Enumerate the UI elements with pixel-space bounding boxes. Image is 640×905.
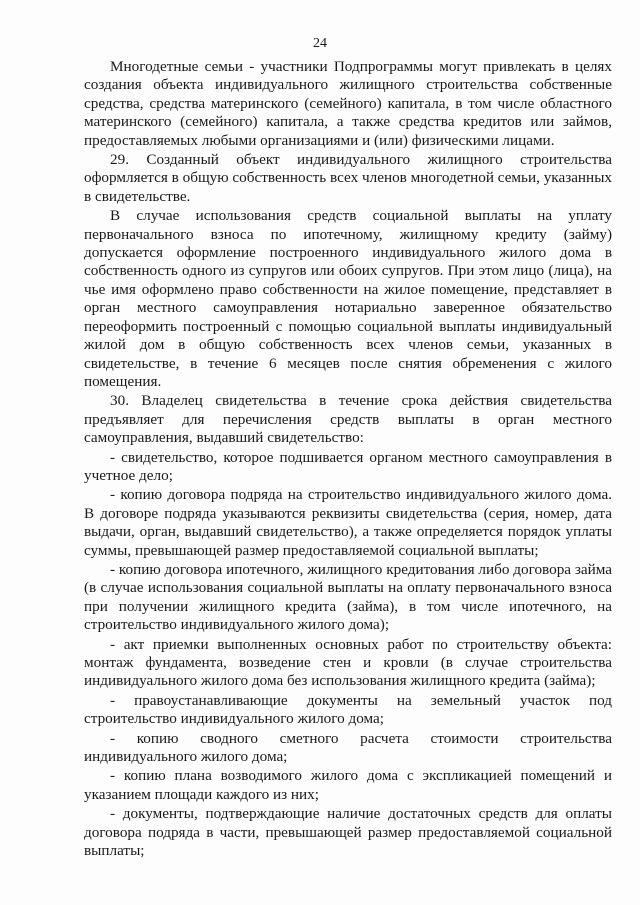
paragraph-funding-sources: Многодетные семьи - участники Подпрограммы могут привлекать в целях создания объекта индивидуального жилищного строительства собственные средства, средства материнского (семейного) капитала, в том числе областного материнского (семейного) капитала, а также средства кредитов или займов, предоставляемых любыми организациями и (или) физическими лицами.: [84, 58, 612, 149]
list-item-land-documents: - правоустанавливающие документы на земельный участок под строительство индивидуального жилого дома;: [84, 691, 612, 728]
paragraph-mortgage-case: В случае использования средств социальной выплаты на уплату первоначального взноса по ипотечному, жилищному кредиту (займу) допускается оформление построенного индивидуального жилого дома в собственность одного из супругов или обоих супругов. При этом лицо (лица), на чье имя оформлено право собственности на жилое помещение, представляет в орган местного самоуправления нотариально заверенное обязательство переоформить построенный с помощью социальной выплаты индивидуальный жилой дом в общую собственность всех членов семьи, указанных в свидетельстве, в течение 6 месяцев после снятия обременения с жилого помещения.: [84, 207, 612, 390]
list-item-cost-estimate: - копию сводного сметного расчета стоимости строительства индивидуального жилого дома;: [84, 729, 612, 766]
list-item-mortgage-contract: - копию договора ипотечного, жилищного кредитования либо договора займа (в случае использования социальной выплаты на оплату первоначального взноса при получении жилищного кредита (займа), в том числе ипотечного, на строительство индивидуального жилого дома);: [84, 560, 612, 634]
list-item-construction-contract: - копию договора подряда на строительство индивидуального жилого дома. В договоре подряда указываются реквизиты свидетельства (серия, номер, дата выдачи, орган, выдавший свидетельство), а также определяется порядок уплаты суммы, превышающей размер предоставляемой социальной выплаты;: [84, 486, 612, 559]
paragraph-29-ownership: 29. Созданный объект индивидуального жилищного строительства оформляется в общую собственность всех членов многодетной семьи, указанных в свидетельстве.: [84, 151, 612, 205]
list-item-certificate: - свидетельство, которое подшивается органом местного самоуправления в учетное дело;: [84, 448, 612, 484]
list-item-house-plan: - копию плана возводимого жилого дома с экспликацией помещений и указанием площади каждого из них;: [84, 767, 612, 803]
list-item-acceptance-act: - акт приемки выполненных основных работ по строительству объекта: монтаж фундамента, возведение стен и кровли (в случае строительства индивидуального жилого дома без использования жилищного кредита (займа);: [84, 635, 612, 690]
paragraph-30-documents: 30. Владелец свидетельства в течение срока действия свидетельства предъявляет для перечисления средств выплаты в орган местного самоуправления, выдавший свидетельство:: [84, 392, 612, 447]
page-number: 24: [313, 36, 327, 51]
document-body: [84, 58, 612, 860]
list-item-funds-proof: - документы, подтверждающие наличие достаточных средств для оплаты договора подряда в части, превышающей размер предоставляемой социальной выплаты;: [84, 805, 612, 860]
